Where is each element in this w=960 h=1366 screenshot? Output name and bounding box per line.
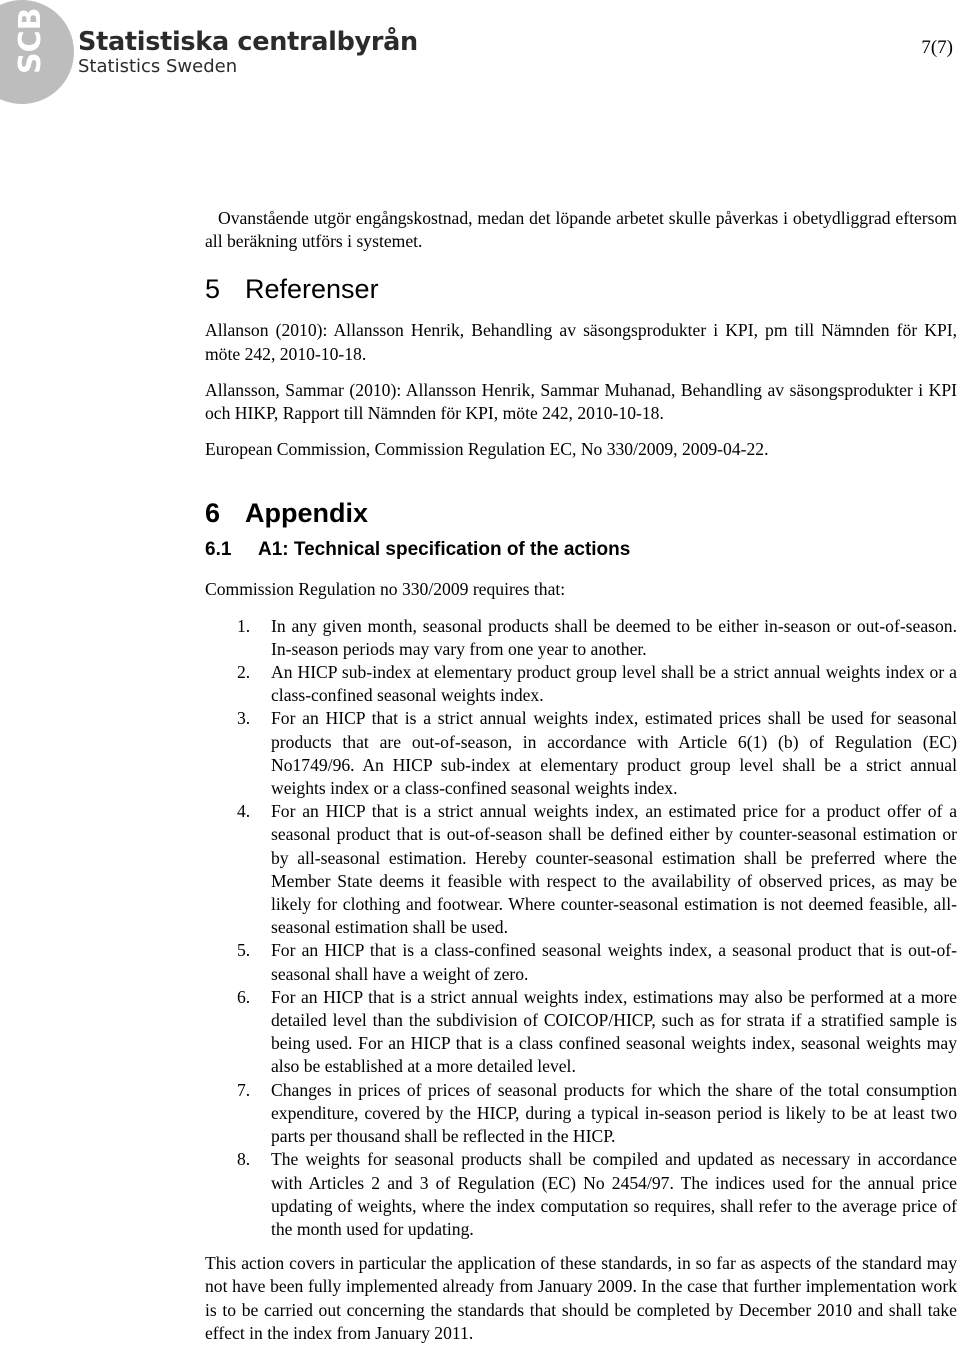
list-number: 2. bbox=[237, 662, 251, 683]
list-number: 5. bbox=[237, 940, 251, 961]
brand-subtitle: Statistics Sweden bbox=[78, 56, 238, 77]
subsection-heading bbox=[205, 538, 957, 562]
reference-item: Allansson, Sammar (2010): Allansson Henrik, Sammar Muhanad, Behandling av säsongsprodukter i KPI och HIKP, Rapport till Nämnden för KPI, möte 242, 2010-10-18. bbox=[205, 379, 957, 424]
list-text: An HICP sub-index at elementary product group level shall be a strict annual weights index or a class-confined seasonal weights index. bbox=[271, 662, 957, 706]
list-text: In any given month, seasonal products shall be deemed to be either in-season or out-of-season. In-season periods may vary from one year to another. bbox=[271, 615, 957, 659]
list-text: For an HICP that is a class-confined seasonal weights index, a seasonal product that is out-of-seasonal shall have a weight of zero. bbox=[271, 940, 957, 984]
list-text: For an HICP that is a strict annual weights index, estimations may also be performed at a more detailed level than the subdivision of COICOP/HICP, such as for strata if a stratified sample is being used. For an HICP that is a class confined seasonal weights index, seasonal weights may also be established at a more detailed level. bbox=[271, 986, 957, 1077]
section-appendix-heading bbox=[205, 498, 957, 528]
list-item bbox=[205, 615, 957, 661]
list-item bbox=[205, 707, 957, 800]
list-number: 7. bbox=[237, 1079, 251, 1100]
list-text: The weights for seasonal products shall be compiled and updated as necessary in accordance with Articles 2 and 3 of Regulation (EC) No 2454/97. The indices used for the annual price updating of weights, where the index computation so requires, shall refer to the average price of the month used for updating. bbox=[271, 1149, 957, 1239]
scb-logo bbox=[0, 0, 420, 105]
section-number: 6 bbox=[205, 498, 221, 529]
list-item bbox=[205, 986, 957, 1079]
reference-item: Allanson (2010): Allansson Henrik, Behandling av säsongsprodukter i KPI, pm till Nämnden för KPI, möte 242, 2010-10-18. bbox=[205, 320, 957, 364]
scb-seal-icon bbox=[0, 0, 76, 105]
list-item bbox=[205, 1148, 957, 1241]
list-text: For an HICP that is a strict annual weights index, estimated prices shall be used for seasonal products that are out-of-season, in accordance with Article 6(1) (b) of Regulation (EC) No1749/96. An HICP sub-index at elementary product group level shall be a strict annual weights index or a class-confined seasonal weights index. bbox=[271, 708, 957, 799]
list-number: 1. bbox=[237, 615, 251, 636]
document-body bbox=[205, 207, 957, 1345]
intro-paragraph: Ovanstående utgör engångskostnad, medan det löpande arbetet skulle påverkas i obetydliggrad eftersom all beräkning utförs i systemet. bbox=[205, 208, 957, 252]
list-number: 4. bbox=[237, 801, 251, 822]
section-references-heading bbox=[205, 274, 957, 304]
reference-item: European Commission, Commission Regulation EC, No 330/2009, 2009-04-22. bbox=[205, 439, 769, 460]
list-text: Changes in prices of prices of seasonal products for which the share of the total consumption expenditure, covered by the HICP, during a typical in-season period is likely to be at least two parts per thousand shall be reflected in the HICP. bbox=[271, 1079, 957, 1147]
list-number: 8. bbox=[237, 1149, 251, 1170]
subsection-title: A1: Technical specification of the actions bbox=[258, 539, 631, 561]
subsection-number: 6.1 bbox=[205, 539, 232, 561]
list-number: 6. bbox=[237, 986, 251, 1007]
appendix-lead: Commission Regulation no 330/2009 requires that: bbox=[205, 579, 566, 600]
closing-paragraph: This action covers in particular the application of these standards, in so far as aspects of the standard may not have been fully implemented already from January 2009. In the case that further implementation work is to be carried out concerning the standards that should be completed by December 2010 and shall take effect in the index from January 2011. bbox=[205, 1253, 957, 1343]
brand-name: Statistiska centralbyrån bbox=[78, 27, 418, 57]
list-item bbox=[205, 661, 957, 707]
section-title: Appendix bbox=[245, 498, 369, 529]
section-number: 5 bbox=[205, 274, 221, 305]
list-item bbox=[205, 1079, 957, 1149]
section-title: Referenser bbox=[245, 274, 379, 305]
list-item bbox=[205, 939, 957, 985]
page-number: 7(7) bbox=[921, 37, 953, 58]
list-text: For an HICP that is a strict annual weights index, an estimated price for a product offer of a seasonal product that is out-of-season shall be defined either by counter-seasonal estimation or by all-seasonal estimation. Hereby counter-seasonal estimation shall be preferred where the Member State deems it feasible with respect to the availability of observed prices, as may be likely for clothing and footwear. Where counter-seasonal estimation is not deemed feasible, all-seasonal estimation shall be used. bbox=[271, 801, 957, 938]
scb-seal-letters: SCB bbox=[13, 7, 48, 74]
list-item bbox=[205, 800, 957, 939]
regulation-list bbox=[205, 615, 957, 1241]
list-number: 3. bbox=[237, 708, 251, 729]
